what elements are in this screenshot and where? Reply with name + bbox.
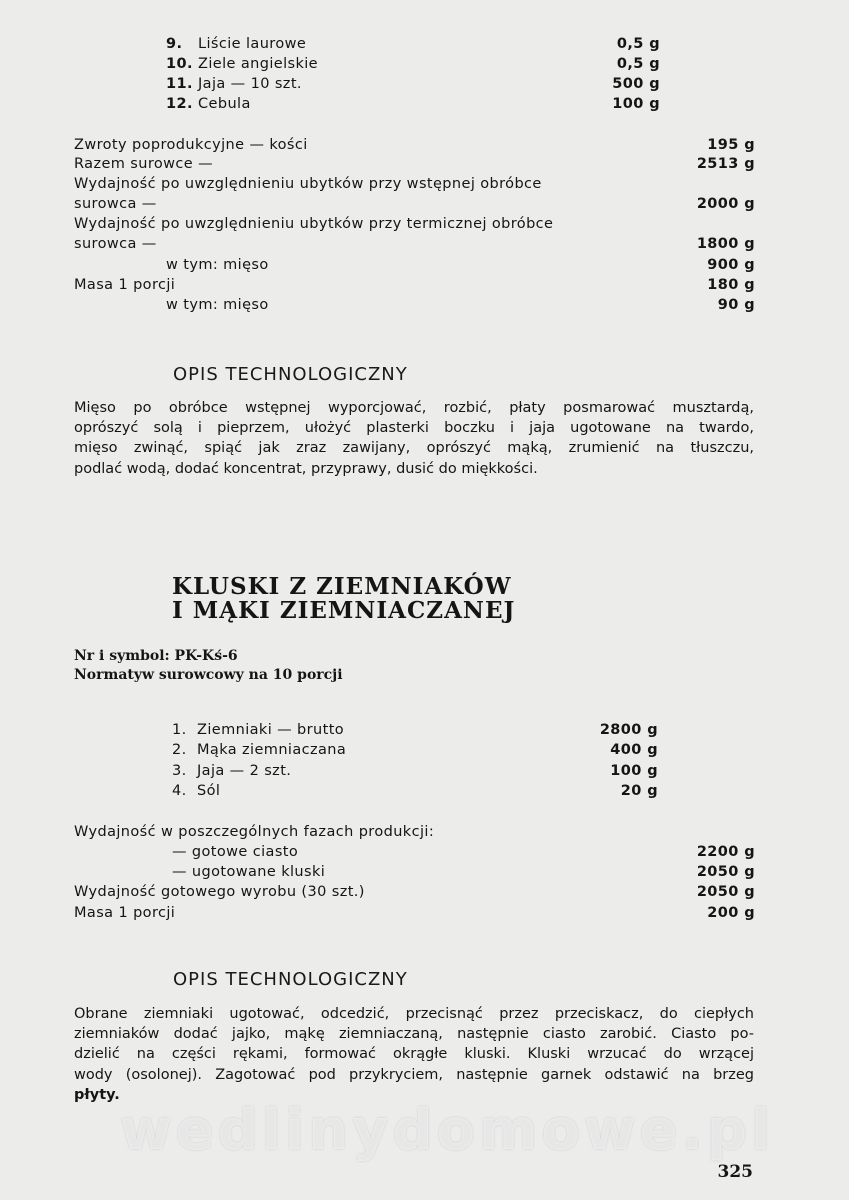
masa-porcji-value: 200 g [707,905,755,921]
termiczna-label-line2: surowca — [74,236,157,252]
zwroty-label: Zwroty poprodukcyjne — kości [74,137,308,153]
masa-porcji-value: 180 g [707,277,755,293]
termiczna-label-line1: Wydajność po uwzględnieniu ubytków przy termicznej obróbce [74,216,554,232]
yields-header: Wydajność w poszczególnych fazach produkcji: [74,824,435,840]
paragraph-line: dzielić na części rękami, formować okrągłe kluski. Kluski wrzucać do wrzącej [74,1046,754,1063]
w-tym-mieso-porcja-label: w tym: mięso [166,297,269,313]
ingredient-name: Liście laurowe [198,36,307,52]
ingredient-amount: 2800 g [599,722,658,738]
w-tym-mieso-value: 900 g [707,257,755,273]
opis-paragraph-2 [74,1004,754,1105]
ingredient-name: Cebula [198,96,251,112]
ingredient-number: 10. [166,56,193,72]
termiczna-value: 1800 g [696,236,755,252]
ingredient-name: Jaja — 2 szt. [197,763,292,779]
gotowe-ciasto-label: — gotowe ciasto [172,844,299,860]
ingredient-amount: 100 g [610,763,658,779]
gotowy-wyrob-value: 2050 g [696,884,755,900]
ingredient-name: Ziele angielskie [198,56,318,72]
paragraph-line: mięso zwinąć, spiąć jak zraz zawijany, oprószyć mąką, zrumienić na tłuszczu, [74,440,754,457]
ingredient-amount: 0,5 g [616,56,660,72]
wstepna-label-line2: surowca — [74,196,157,212]
recipe-symbol: Nr i symbol: PK-Kś-6 [74,648,238,664]
zwroty-value: 195 g [707,137,755,153]
ingredient-number: 2. [172,742,187,758]
paragraph-line: oprószyć solą i pieprzem, ułożyć plasterki boczku i jaja ugotowane na twardo, [74,420,754,437]
masa-porcji-label: Masa 1 porcji [74,905,176,921]
ingredient-number: 9. [166,36,183,52]
paragraph-line: ziemniaków dodać jajko, mąkę ziemniaczaną, następnie ciasto zarobić. Ciasto po- [74,1026,754,1043]
ingredient-amount: 500 g [612,76,660,92]
ingredient-number: 3. [172,763,187,779]
ingredient-amount: 20 g [620,783,658,799]
wstepna-value: 2000 g [696,196,755,212]
recipe-title-line1: KLUSKI Z ZIEMNIAKÓW [172,573,512,600]
opis-paragraph-1 [74,398,754,479]
w-tym-mieso-label: w tym: mięso [166,257,269,273]
ingredient-amount: 0,5 g [616,36,660,52]
w-tym-mieso-porcja-value: 90 g [717,297,755,313]
razem-value: 2513 g [696,156,755,172]
paragraph-line: płyty. [74,1086,120,1103]
ingredient-number: 1. [172,722,187,738]
ingredient-amount: 100 g [612,96,660,112]
ingredient-number: 12. [166,96,193,112]
wstepna-label-line1: Wydajność po uwzględnieniu ubytków przy wstępnej obróbce [74,176,542,192]
ingredient-amount: 400 g [610,742,658,758]
razem-label: Razem surowce — [74,156,214,172]
ingredient-name: Ziemniaki — brutto [197,722,345,738]
masa-porcji-label: Masa 1 porcji [74,277,176,293]
ingredient-number: 11. [166,76,193,92]
gotowy-wyrob-label: Wydajność gotowego wyrobu (30 szt.) [74,884,365,900]
ugotowane-kluski-label: — ugotowane kluski [172,864,326,880]
paragraph-line: podlać wodą, dodać koncentrat, przyprawy, dusić do miękkości. [74,460,538,477]
ugotowane-kluski-value: 2050 g [696,864,755,880]
section-heading-opis: OPIS TECHNOLOGICZNY [173,364,408,385]
recipe-title-line2: I MĄKI ZIEMNIACZANEJ [172,597,516,624]
page-number: 325 [717,1162,753,1182]
paragraph-line: Mięso po obróbce wstępnej wyporcjować, rozbić, płaty posmarować musztardą, [74,400,754,416]
paragraph-line: wody (osolonej). Zagotować pod przykryciem, następnie garnek odstawić na brzeg [74,1066,754,1083]
gotowe-ciasto-value: 2200 g [696,844,755,860]
paragraph-line: Obrane ziemniaki ugotować, odcedzić, przecisnąć przez przeciskacz, do ciepłych [74,1006,754,1022]
ingredient-name: Mąka ziemniaczana [197,742,347,758]
ingredient-number: 4. [172,783,187,799]
section-heading-opis: OPIS TECHNOLOGICZNY [173,969,408,990]
recipe-normatyw: Normatyw surowcowy na 10 porcji [74,667,343,683]
ingredient-name: Sól [197,783,221,799]
watermark: wedlinydomowe.pl [120,1098,775,1163]
ingredient-name: Jaja — 10 szt. [198,76,302,92]
